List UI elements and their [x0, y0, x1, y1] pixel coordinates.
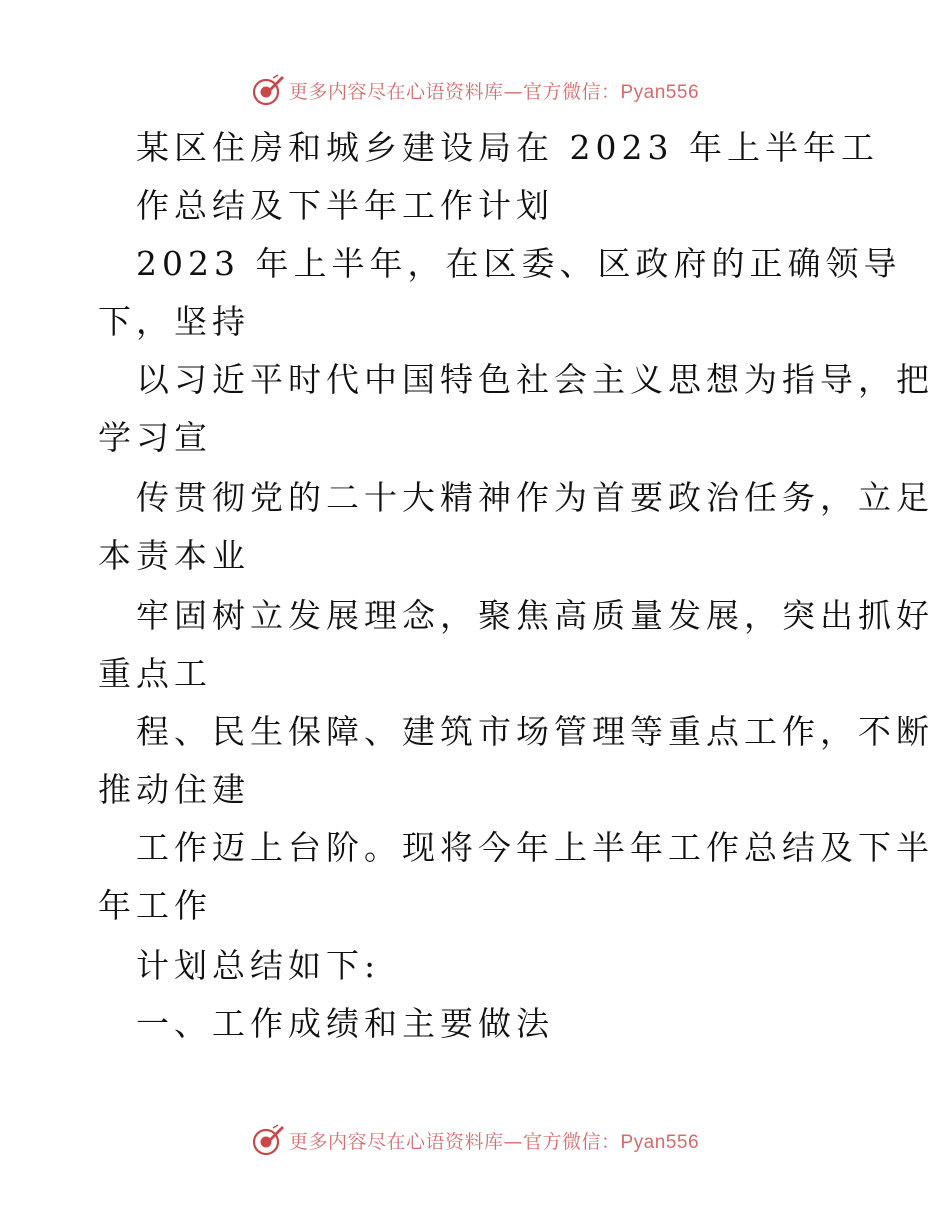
document-title-line-1: 某区住房和城乡建设局在 2023 年上半年工 [136, 128, 879, 167]
watermark-header [0, 70, 950, 110]
watermark-account: Pyan556 [620, 1131, 700, 1153]
paragraph-line: 重点工 [98, 654, 212, 693]
paragraph-line: 推动住建 [98, 770, 250, 809]
paragraph-line: 程、民生保障、建筑市场管理等重点工作，不断 [136, 712, 934, 751]
section-heading: 一、工作成绩和主要做法 [136, 1004, 554, 1043]
watermark-text [289, 1127, 699, 1154]
paragraph-line: 牢固树立发展理念，聚焦高质量发展，突出抓好 [136, 596, 934, 635]
watermark-label: 更多内容尽在心语资料库—官方微信： [288, 80, 621, 103]
pen-logo-icon [251, 1123, 285, 1157]
paragraph-line: 工作迈上台阶。现将今年上半年工作总结及下半 [136, 828, 934, 867]
watermark-text [289, 77, 699, 104]
pen-logo-icon [251, 73, 285, 107]
paragraph-line: 以习近平时代中国特色社会主义思想为指导，把 [136, 360, 934, 399]
watermark-footer [0, 1120, 950, 1160]
paragraph-line: 计划总结如下: [136, 946, 381, 985]
paragraph-line: 年工作 [98, 886, 212, 925]
paragraph-line: 传贯彻党的二十大精神作为首要政治任务，立足 [136, 478, 934, 517]
paragraph-line: 下，坚持 [98, 302, 250, 341]
watermark-account: Pyan556 [620, 81, 700, 103]
paragraph-line: 学习宣 [98, 418, 212, 457]
paragraph-line: 本责本业 [98, 536, 250, 575]
paragraph-line: 2023 年上半年，在区委、区政府的正确领导 [136, 244, 902, 283]
document-title-line-2: 作总结及下半年工作计划 [136, 186, 554, 225]
watermark-label: 更多内容尽在心语资料库—官方微信： [288, 1130, 621, 1153]
